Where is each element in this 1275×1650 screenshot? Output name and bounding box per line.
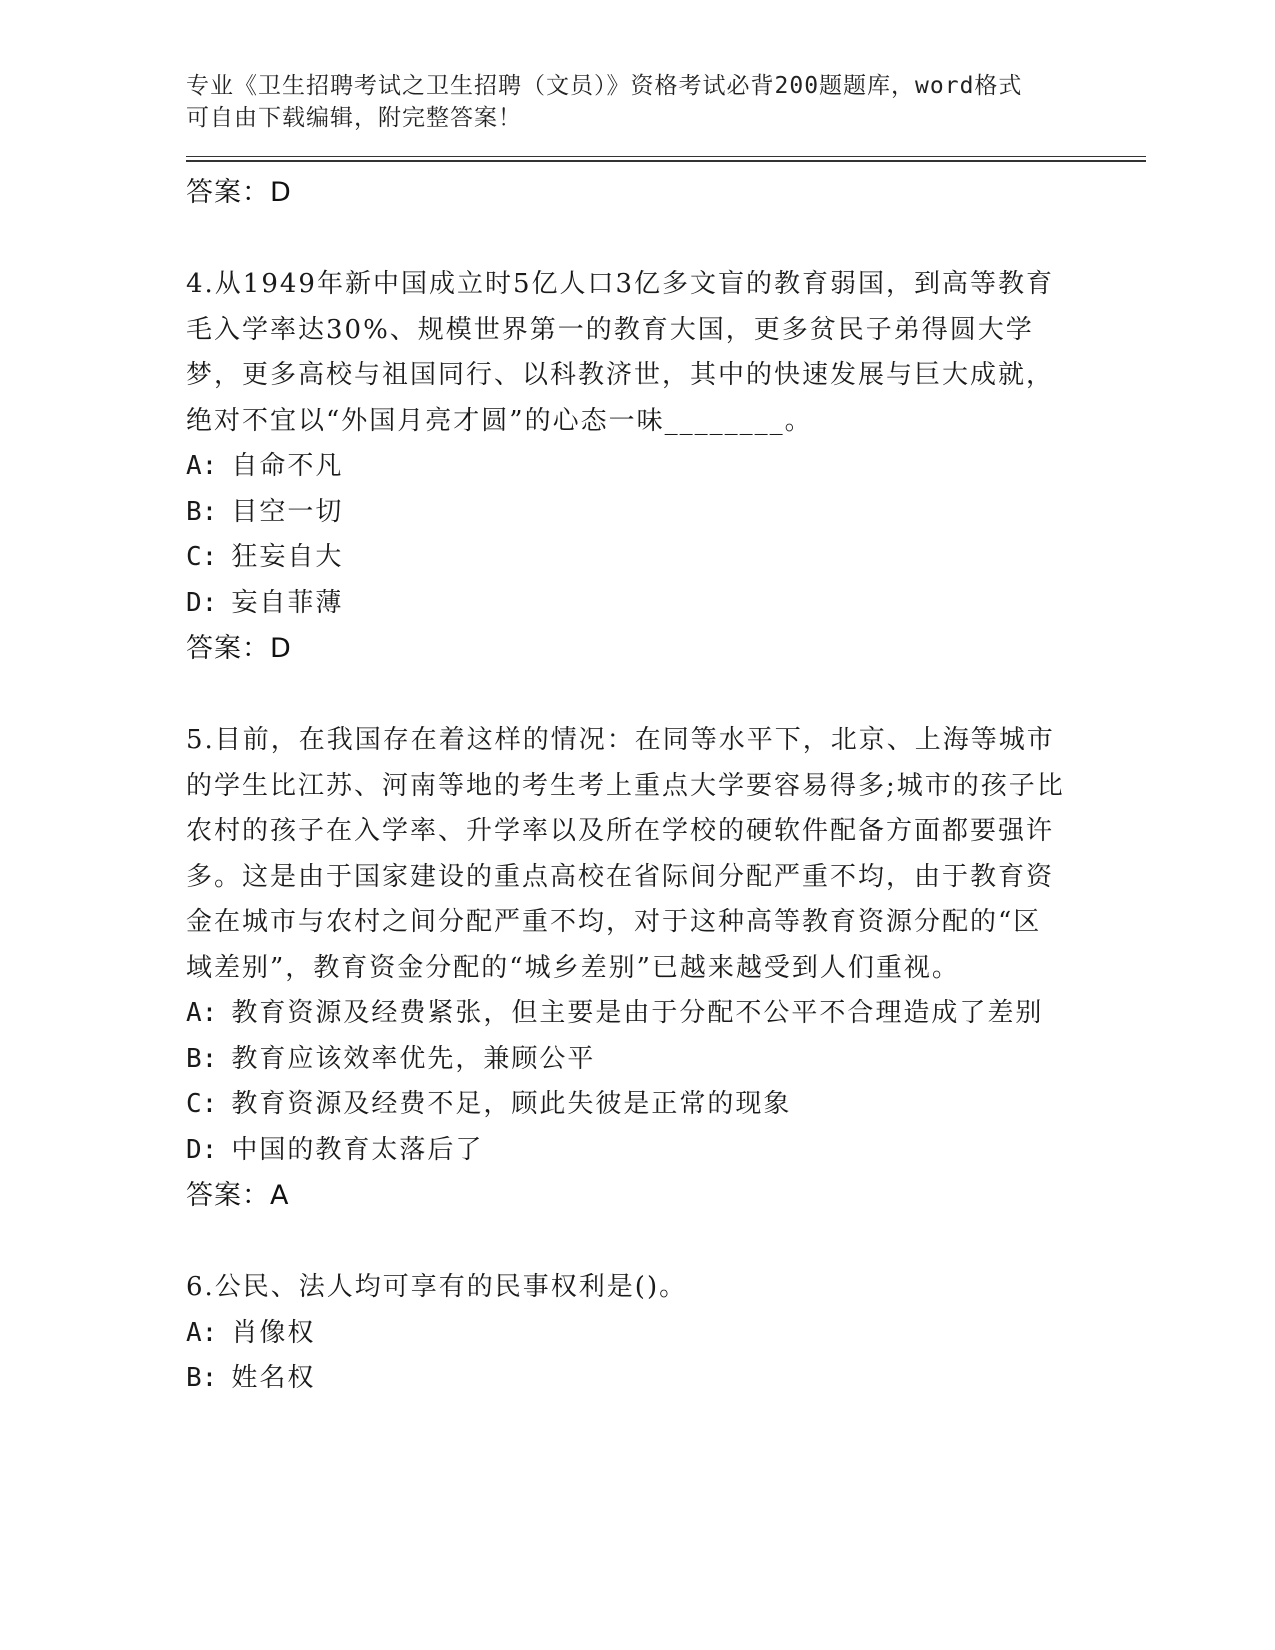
document-header [186,70,1066,134]
option-letter: D: [186,587,218,618]
question-6-text: 6.公民、法人均可享有的民事权利是()。 [186,1272,688,1302]
option-letter: A: [186,1317,218,1348]
question-5-option-b [186,1037,1146,1083]
question-4-option-c [186,535,1146,581]
option-letter: A: [186,451,218,481]
question-5-answer: 答案：A [186,1180,290,1211]
header-line-1: 专业《卫生招聘考试之卫生招聘（文员）》资格考试必背200题题库，word格式 [186,73,1023,99]
document-page [186,70,1146,1402]
question-6-option-b [186,1356,1146,1402]
option-letter: C: [186,542,218,572]
question-4-option-d [186,581,1146,627]
question-4-answer: 答案：D [186,633,292,664]
option-text: 目空一切 [231,496,344,527]
question-4-text: 4.从1949年新中国成立时5亿人口3亿多文盲的教育弱国，到高等教育毛入学率达30%、规模世界第一的教育大国，更多贫民子弟得圆大学梦，更多高校与祖国同行、以科教济世，其中的快速发展与巨大成就，绝对不宜以“外国月亮才圆”的心态一味________。 [186,269,1055,436]
question-4-option-a [186,444,1146,490]
spacer [186,672,1146,718]
option-text: 自命不凡 [231,451,344,481]
option-letter: A: [186,998,218,1028]
question-5-option-d [186,1128,1146,1174]
question-4-option-b [186,490,1146,536]
option-text: 教育资源及经费不足，顾此失彼是正常的现象 [231,1089,792,1119]
option-letter: B: [186,496,218,527]
question-4 [186,262,1146,626]
question-5-option-c [186,1082,1146,1128]
header-line-2: 可自由下载编辑，附完整答案！ [186,105,522,131]
option-text: 中国的教育太落后了 [231,1134,484,1165]
option-letter: B: [186,1043,218,1074]
spacer [186,216,1146,262]
option-text: 妄自菲薄 [231,587,344,618]
option-letter: D: [186,1134,218,1165]
option-text: 教育应该效率优先，兼顾公平 [231,1043,596,1074]
option-text: 肖像权 [231,1317,316,1348]
header-divider [186,156,1146,162]
option-letter: C: [186,1089,218,1119]
option-text: 姓名权 [231,1363,316,1393]
spacer [186,1219,1146,1265]
answer-previous: 答案：D [186,177,292,208]
question-6-option-a [186,1311,1146,1357]
option-text: 狂妄自大 [231,542,344,572]
question-5-option-a [186,991,1146,1037]
question-5 [186,718,1146,1173]
question-6 [186,1265,1146,1402]
question-5-text: 5.目前，在我国存在着这样的情况：在同等水平下，北京、上海等城市的学生比江苏、河南等地的考生考上重点大学要容易得多;城市的孩子比农村的孩子在入学率、升学率以及所在学校的硬软件配备方面都要强许多。这是由于国家建设的重点高校在省际间分配严重不均，由于教育资金在城市与农村之间分配严重不均，对于这种高等教育资源分配的“区域差别”，教育资金分配的“城乡差别”已越来越受到人们重视。 [186,725,1065,983]
option-text: 教育资源及经费紧张，但主要是由于分配不公平不合理造成了差别 [231,998,1044,1028]
option-letter: B: [186,1363,218,1393]
